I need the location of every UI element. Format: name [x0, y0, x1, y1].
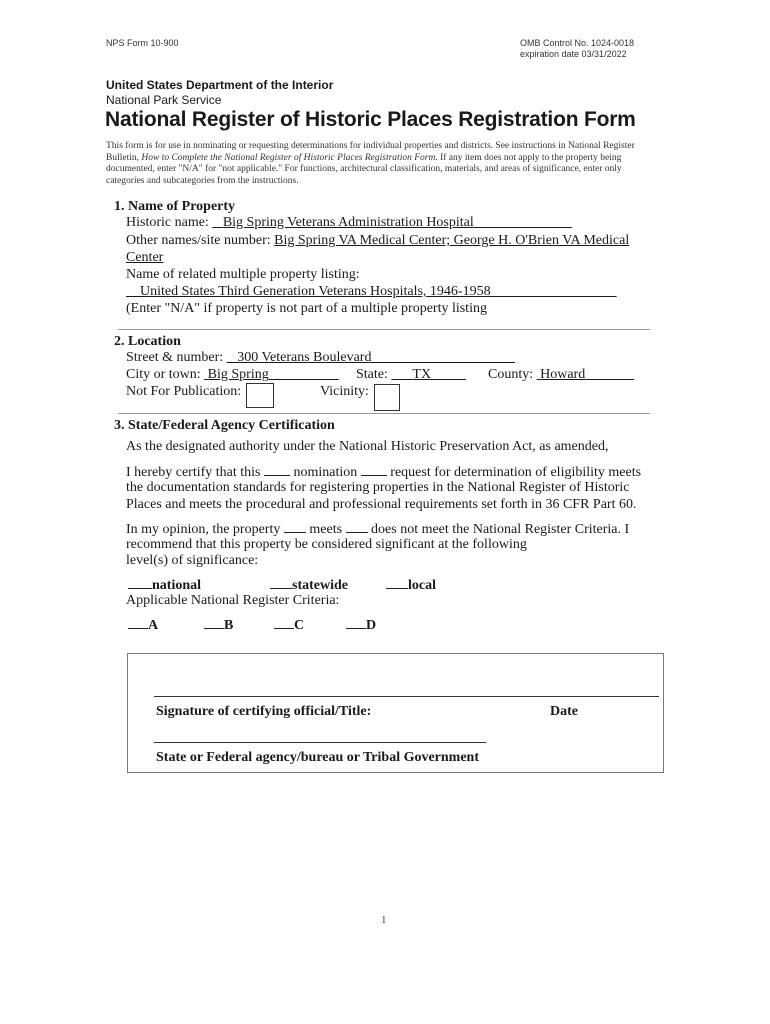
criterion-a[interactable]: [128, 616, 158, 634]
state-row: [356, 367, 466, 383]
na-note: (Enter "N/A" if property is not part of a multiple property listing: [126, 301, 487, 316]
state-label: State:: [356, 367, 388, 382]
level-national[interactable]: [128, 576, 201, 594]
level-local-label: local: [408, 578, 436, 593]
page-title: National Register of Historic Places Registration Form: [105, 108, 636, 131]
other-names-value[interactable]: Big Spring VA Medical Center; George H. O'Brien VA Medical: [274, 233, 630, 248]
street-value: 300 Veterans Boulevard: [237, 350, 372, 365]
historic-name-label: Historic name:: [126, 215, 209, 230]
historic-name-value: Big Spring Veterans Administration Hospital: [222, 215, 474, 230]
intro-instructions: [106, 141, 661, 187]
criterion-b[interactable]: [204, 616, 233, 634]
historic-name-field[interactable]: [212, 215, 571, 230]
authority-statement: As the designated authority under the National Historic Preservation Act, as amended,: [126, 439, 609, 454]
criterion-a-label: A: [148, 618, 159, 633]
section-2-heading: 2. Location: [114, 334, 181, 349]
criterion-c-blank[interactable]: [274, 616, 294, 629]
opinion-line-3: level(s) of significance:: [126, 553, 259, 568]
certify-line-3: Places and meets the procedural and professional requirements set forth in 36 CFR Part 60.: [126, 497, 637, 512]
state-value: TX: [412, 367, 432, 382]
city-value: Big Spring: [207, 367, 269, 382]
street-field[interactable]: [227, 350, 515, 365]
opinion-line-2: recommend that this property be considered significant at the following: [126, 537, 527, 552]
state-field[interactable]: [391, 367, 466, 382]
agency-line[interactable]: [154, 742, 486, 743]
historic-name-row: [126, 215, 572, 231]
intro-part-2: If any item does not apply to the property being documented, enter "N/A" for "not applicable." For functions, architectural classification, materials, and areas of significance, enter only categories and subcategories from the instructions.: [106, 152, 622, 186]
certify-line-2: the documentation standards for registering properties in the National Register of Historic: [126, 480, 630, 495]
level-statewide-label: statewide: [292, 578, 348, 593]
level-local[interactable]: [386, 576, 436, 594]
opinion-line-1: [126, 520, 629, 538]
street-label: Street & number:: [126, 350, 224, 365]
form-number: NPS Form 10-900: [106, 38, 179, 48]
criteria-label: Applicable National Register Criteria:: [126, 593, 340, 608]
section-3-heading: 3. State/Federal Agency Certification: [114, 418, 335, 433]
meets-label: meets: [309, 522, 343, 537]
page-number: 1: [381, 914, 387, 926]
related-listing-row: [126, 284, 617, 300]
city-field[interactable]: [204, 367, 339, 382]
related-listing-label: Name of related multiple property listing:: [126, 267, 360, 282]
criterion-d[interactable]: [346, 616, 376, 634]
criterion-c[interactable]: [274, 616, 304, 634]
level-statewide-blank[interactable]: [270, 576, 292, 589]
criterion-b-blank[interactable]: [204, 616, 224, 629]
date-label: Date: [550, 704, 578, 719]
county-field[interactable]: [537, 367, 635, 382]
other-names-label: Other names/site number:: [126, 233, 271, 248]
criterion-a-blank[interactable]: [128, 616, 148, 629]
expiration-date: expiration date 03/31/2022: [520, 49, 627, 59]
opinion-text-1a: In my opinion, the property: [126, 522, 281, 537]
criterion-d-blank[interactable]: [346, 616, 366, 629]
other-names-row: [126, 233, 629, 249]
request-label: request for determination of eligibility meets: [390, 465, 642, 480]
section-divider: [118, 329, 650, 330]
not-for-publication-checkbox[interactable]: [246, 383, 274, 408]
street-row: [126, 350, 515, 366]
criterion-b-label: B: [224, 618, 234, 633]
certify-line-1: [126, 463, 641, 481]
signature-line[interactable]: [154, 696, 659, 697]
request-blank[interactable]: [361, 463, 387, 476]
signature-label: Signature of certifying official/Title:: [156, 704, 372, 719]
level-statewide[interactable]: [270, 576, 348, 594]
city-row: [126, 367, 339, 383]
level-local-blank[interactable]: [386, 576, 408, 589]
criterion-c-label: C: [294, 618, 305, 633]
section-1-heading: 1. Name of Property: [114, 199, 236, 214]
county-label: County:: [488, 367, 534, 382]
nomination-blank[interactable]: [264, 463, 290, 476]
county-row: [488, 367, 634, 383]
section-divider: [118, 413, 650, 414]
not-for-publication-label: Not For Publication:: [126, 384, 242, 399]
related-listing-value: United States Third Generation Veterans Hospitals, 1946-1958: [140, 284, 491, 299]
criterion-d-label: D: [366, 618, 377, 633]
city-label: City or town:: [126, 367, 201, 382]
certify-text-1: I hereby certify that this: [126, 465, 261, 480]
county-value: Howard: [540, 367, 586, 382]
vicinity-checkbox[interactable]: [374, 384, 400, 411]
other-names-value-cont[interactable]: Center: [126, 250, 164, 265]
bulletin-title: How to Complete the National Register of Historic Places Registration Form.: [141, 152, 438, 163]
meets-blank[interactable]: [284, 520, 306, 533]
vicinity-label: Vicinity:: [320, 384, 369, 399]
agency-label: State or Federal agency/bureau or Tribal Government: [156, 750, 480, 765]
omb-control-number: OMB Control No. 1024-0018: [520, 38, 635, 48]
intro-part-1: This form is for use in nominating or requesting determinations for individual properties and districts. See instructions in National Register Bulletin,: [106, 141, 635, 163]
department-name: United States Department of the Interior: [106, 78, 334, 92]
opinion-text-1b: does not meet the National Register Criteria. I: [371, 522, 630, 537]
related-listing-field[interactable]: [126, 284, 617, 299]
agency-name: National Park Service: [106, 93, 222, 107]
level-national-blank[interactable]: [128, 576, 152, 589]
nomination-label: nomination: [293, 465, 358, 480]
does-not-meet-blank[interactable]: [346, 520, 368, 533]
level-national-label: national: [152, 578, 202, 593]
